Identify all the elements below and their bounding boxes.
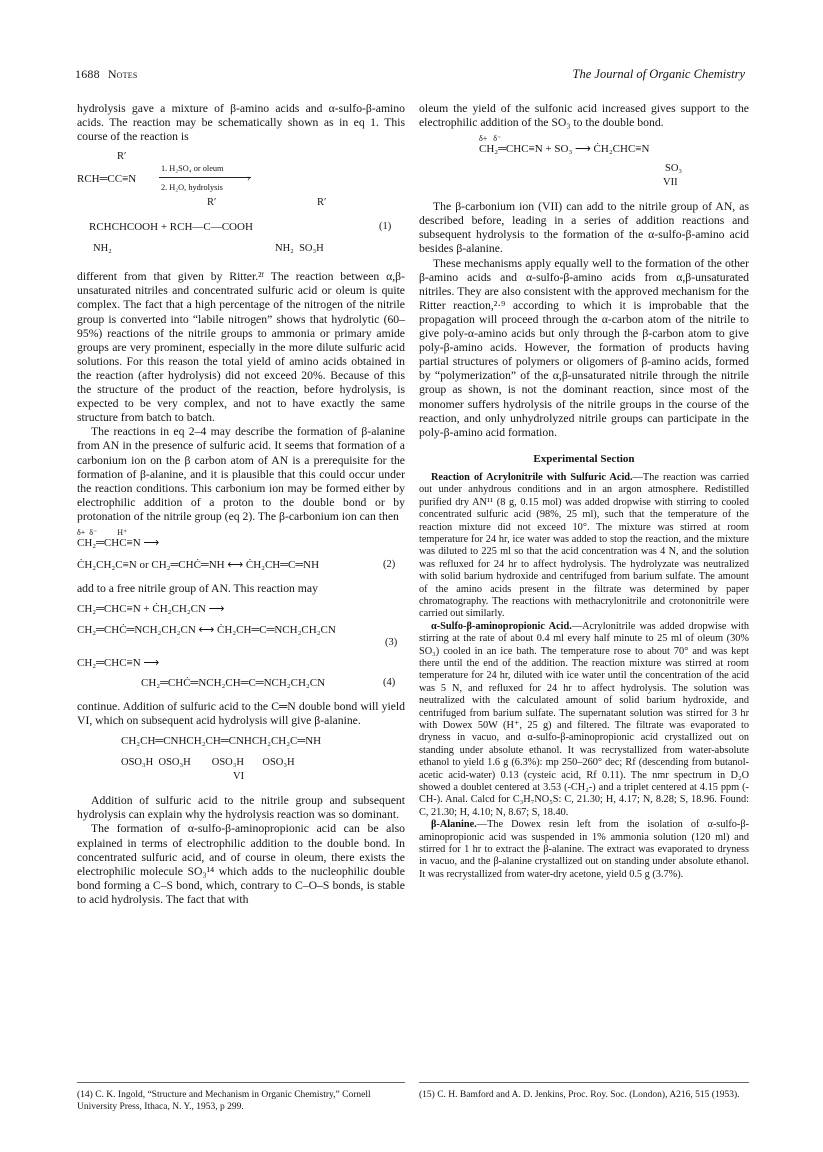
footnote-rule: [419, 1082, 749, 1083]
eq-text: NH₂ SO₃H: [275, 243, 324, 255]
paragraph: add to a free nitrile group of AN. This reaction may: [77, 581, 318, 595]
experimental-section: [419, 472, 749, 881]
eq-condition: 2. H₂O, hydrolysis: [161, 183, 223, 193]
reaction-arrow: [159, 177, 251, 178]
footnote-15: (15) C. H. Bamford and A. D. Jenkins, Proc. Roy. Soc. (London), A216, 515 (1953).: [419, 1090, 740, 1100]
eq-text: δ+ δ⁻: [479, 134, 502, 144]
section-name: Notes: [107, 67, 138, 81]
equation-4: [77, 656, 405, 696]
paragraph: The reactions in eq 2–4 may describe the formation of β-alanine from AN in the presence of sulfuric acid. It seems that formation of a carbonium ion on the β carbon atom of AN is a prerequisite for the formation of β-alanine, and it is plausible that this could occur under the reaction conditions. This carbonium ion may be formed either by electrophilic addition of a proton to the double bond or by protonation of the nitrile group (eq 2). The β-carbonium ion can then: [77, 425, 405, 523]
footnote-rule: [77, 1082, 405, 1083]
eq-text: CH₂═CHĊ═NCH₂CH₂CN ⟷ ĊH₂CH═C═NCH₂CH₂CN: [77, 624, 336, 637]
eq-text: CH₂═CHĊ═NCH₂CH═C═NCH₂CH₂CN: [141, 677, 326, 690]
paragraph: hydrolysis gave a mixture of β-amino acids and α-sulfo-β-amino acids. The reaction may be schematically shown as in eq 1. This course of the reaction is: [77, 102, 405, 144]
eq-number: (3): [385, 637, 398, 649]
equation-3: [77, 602, 405, 652]
eq-text: R′: [117, 151, 127, 163]
footnote-14: (14) C. K. Ingold, “Structure and Mechanism in Organic Chemistry,” Cornell University Press, Ithaca, N. Y., 1953, p 299.: [77, 1090, 371, 1112]
paragraph: Addition of sulfuric acid to the nitrile group and subsequent hydrolysis can explain why the hydrolysis reaction was so dominant.: [77, 794, 405, 822]
compound-label: VI: [233, 771, 245, 783]
section-heading: Experimental Section: [533, 452, 635, 465]
eq-number: (1): [379, 221, 392, 233]
eq-condition: 1. H₂SO₄ or oleum: [161, 164, 224, 174]
eq-text: δ+ δ⁻ H⁺: [77, 527, 128, 537]
eq-text: R′: [207, 197, 217, 209]
equation-vii: [419, 134, 749, 192]
eq-number: (2): [383, 558, 396, 570]
subsection-title: α-Sulfo-β-aminopropionic Acid.: [431, 620, 572, 632]
left-column: [77, 102, 405, 907]
paragraph: —The reaction was carried out under anhydrous conditions and in an argon atmosphere. Redistilled purified dry AN¹¹ (8 g, 0.15 mol) was added dropwise with stirring to cooled concentrated sulfuric acid (98%, 25 ml), such that the temperature of the reaction mixture did not exceed 10°. The mixture was stirred at room temperature for 24 hr, ice water was added to stop the reaction, and the mixture was diluted to 225 ml so that the acid concentration was 4 N, and the solution was refluxed for 24 hr to affect hydrolysis. The hydrolyzate was neutralized with solid barium hydroxide and centrifuged from barium sulfate. The amount of the amino acids present in the filtrate was determined by paper chromatography. The reactions with methacrylonitrile and crotononitrile were carried out similarly.: [419, 471, 750, 620]
page-number: 1688: [75, 67, 100, 81]
running-header-left: [75, 67, 137, 82]
eq-text: ĊH₂CH₂C≡N or CH₂═CHĊ═NH ⟷ ĊH₂CH═C═NH: [77, 558, 320, 571]
paragraph: The β-carbonium ion (VII) can add to the nitrile group of AN, as described before, leading in a series of addition reactions and subsequent hydrolysis to the formation of the α-sulfo-β-amino acid besides β-alanine.: [419, 200, 749, 256]
paragraph: —Acrylonitrile was added dropwise with stirring at the rate of about 0.4 ml every half minute to 25 ml of oleum (30% SO₃) cooled in an ice bath. The temperature rose to about 70° and was kept there until the end of the addition. The reaction mixture was stirred at room temperature for 24 hr, diluted with ice water until the concentration of the acid was 5 N, and refluxed for 24 hr to affect hydrolysis. The solution was neutralized with the calculated amount of solid barium hydroxide, and centrifuged from barium sulfate. The supernatant solution was stirred for 3 hr with Dowex 50W (H⁺, 25 g) and filtered. The filtrate was evaporated to dryness in vacuo, and α-sulfo-β-aminopropionic acid crystallized out on standing under absolute ethanol. It was recrystallized from water-absolute ethanol to yield 1.6 g (6.3%): mp 250–260° dec; Rf (descending from butanol-acetic acid-water) 0.13 (cysteic acid, Rf 0.11). The nmr spectrum in D₂O showed a doublet centered at 3.53 (-CH₂-) and a triplet centered at 4.15 ppm (-CH-). Anal. Calcd for C₃H₇NO₅S: C, 21.30; H, 4.17; N, 8.28; S, 18.96. Found: C, 21.30; H, 4.10; N, 8.67; S, 18.40.: [419, 620, 749, 818]
equation-2: [77, 528, 405, 578]
paragraph: The formation of α-sulfo-β-aminopropionic acid can be also explained in terms of electrophilic addition to the double bond. In concentrated sulfuric acid, and of course in oleum, there exists the electrophilic molecule SO₃¹⁴ which adds to the nucleophilic double bond forming a C–S bond, which, contrary to C–O–S bonds, is stable to acid hydrolysis. The fact that with: [77, 822, 405, 906]
eq-text: RCH═CC≡N: [77, 173, 137, 186]
equation-1: R′ RCH═CC≡N 1. H₂SO₄ or oleum › 2. H₂O, hydrolysis R′ R′ RCHCHCOOH + RCH—C—COOH (1) NH₂ NH₂ SO₃H: [77, 148, 405, 266]
compound-label: VII: [663, 177, 678, 189]
paragraph: oleum the yield of the sulfonic acid increased gives support to the electrophilic addition of the SO₃ to the double bond.: [419, 102, 749, 130]
eq-text: RCHCHCOOH + RCH—C—COOH: [89, 221, 253, 234]
equation-vi: [77, 732, 405, 786]
eq-text: CH₂CH═CNHCH₂CH═CNHCH₂CH₂C═NH: [121, 735, 322, 748]
eq-text: CH₂═CHC≡N ⟶: [77, 657, 160, 670]
right-column: [419, 102, 749, 881]
journal-title: The Journal of Organic Chemistry: [572, 67, 745, 81]
eq-text: CH₂═CHC≡N + SO₃ ⟶ ĊH₂CHC≡N: [479, 143, 650, 156]
paragraph: different from that given by Ritter.²ᶠ The reaction between α,β-unsaturated nitriles and concentrated sulfuric acid or oleum is quite complex. The fact that a high percentage of the nitrogen of the nitrile group is converted into “labile nitrogen” shows that hydrolytic (60–95%) reactions of the nitrile groups to ammonia or primary amide groups are very prominent, especially in the more dilute sulfuric acid solutions. For this reason the total yield of amino acids obtained in the reaction (after hydrolysis) did not exceed 20%. Because of this the structure of the product of the reaction, before hydrolysis, is expected to be very complex, and not to have exactly the same structure from batch to batch.: [77, 270, 405, 425]
eq-text: OSO₃H OSO₃H OSO₃H OSO₃H: [121, 757, 295, 769]
subsection-title: Reaction of Acrylonitrile with Sulfuric Acid.: [431, 471, 633, 483]
paragraph: These mechanisms apply equally well to the formation of the other β-amino acids and α-sulfo-β-amino acids from α,β-unsaturated nitriles. They are also consistent with the approved mechanism for the Ritter reaction,²·⁹ according to which it is improbable that the propagation will proceed through the α-carbon atom of the nitrile to give poly-α-amino acids but only through the β-carbon atom to give poly-β-amino acids. However, the formation of products having partial structures of polymers or oligomers of β-amino acids, formed by “polymerization” of the α,β-unsaturated nitrile through the nitrile group as shown, is not the dominant reaction, since most of the monomer suffers hydrolysis of the nitrile groups in the course of the reaction, and only unhydrolyzed nitrile groups can participate in the poly-β-amino acid formation.: [419, 256, 749, 439]
eq-text: R′: [317, 197, 327, 209]
eq-number: (4): [383, 677, 396, 689]
eq-text: NH₂: [93, 243, 112, 255]
subsection-title: β-Alanine.: [431, 819, 477, 831]
eq-text: SO₃: [665, 163, 683, 175]
paragraph: —The Dowex resin left from the isolation of α-sulfo-β-aminopropionic acid was suspended in 1% ammonia solution (120 ml) and stirred for 1 hr to extract the β-alanine. The extract was evaporated to dryness in vacuo, and the β-alanine crystallized out on standing under absolute ethanol. It was recrystallized from water-dry acetone, yield 0.5 g (3.7%).: [419, 819, 749, 880]
paragraph: continue. Addition of sulfuric acid to the C═N double bond will yield VI, which on subsequent acid hydrolysis will give β-alanine.: [77, 700, 405, 728]
eq-text: CH₂═CHC≡N + ĊH₂CH₂CN ⟶: [77, 603, 225, 616]
eq-text: CH₂═CHC≡N ⟶: [77, 536, 160, 549]
